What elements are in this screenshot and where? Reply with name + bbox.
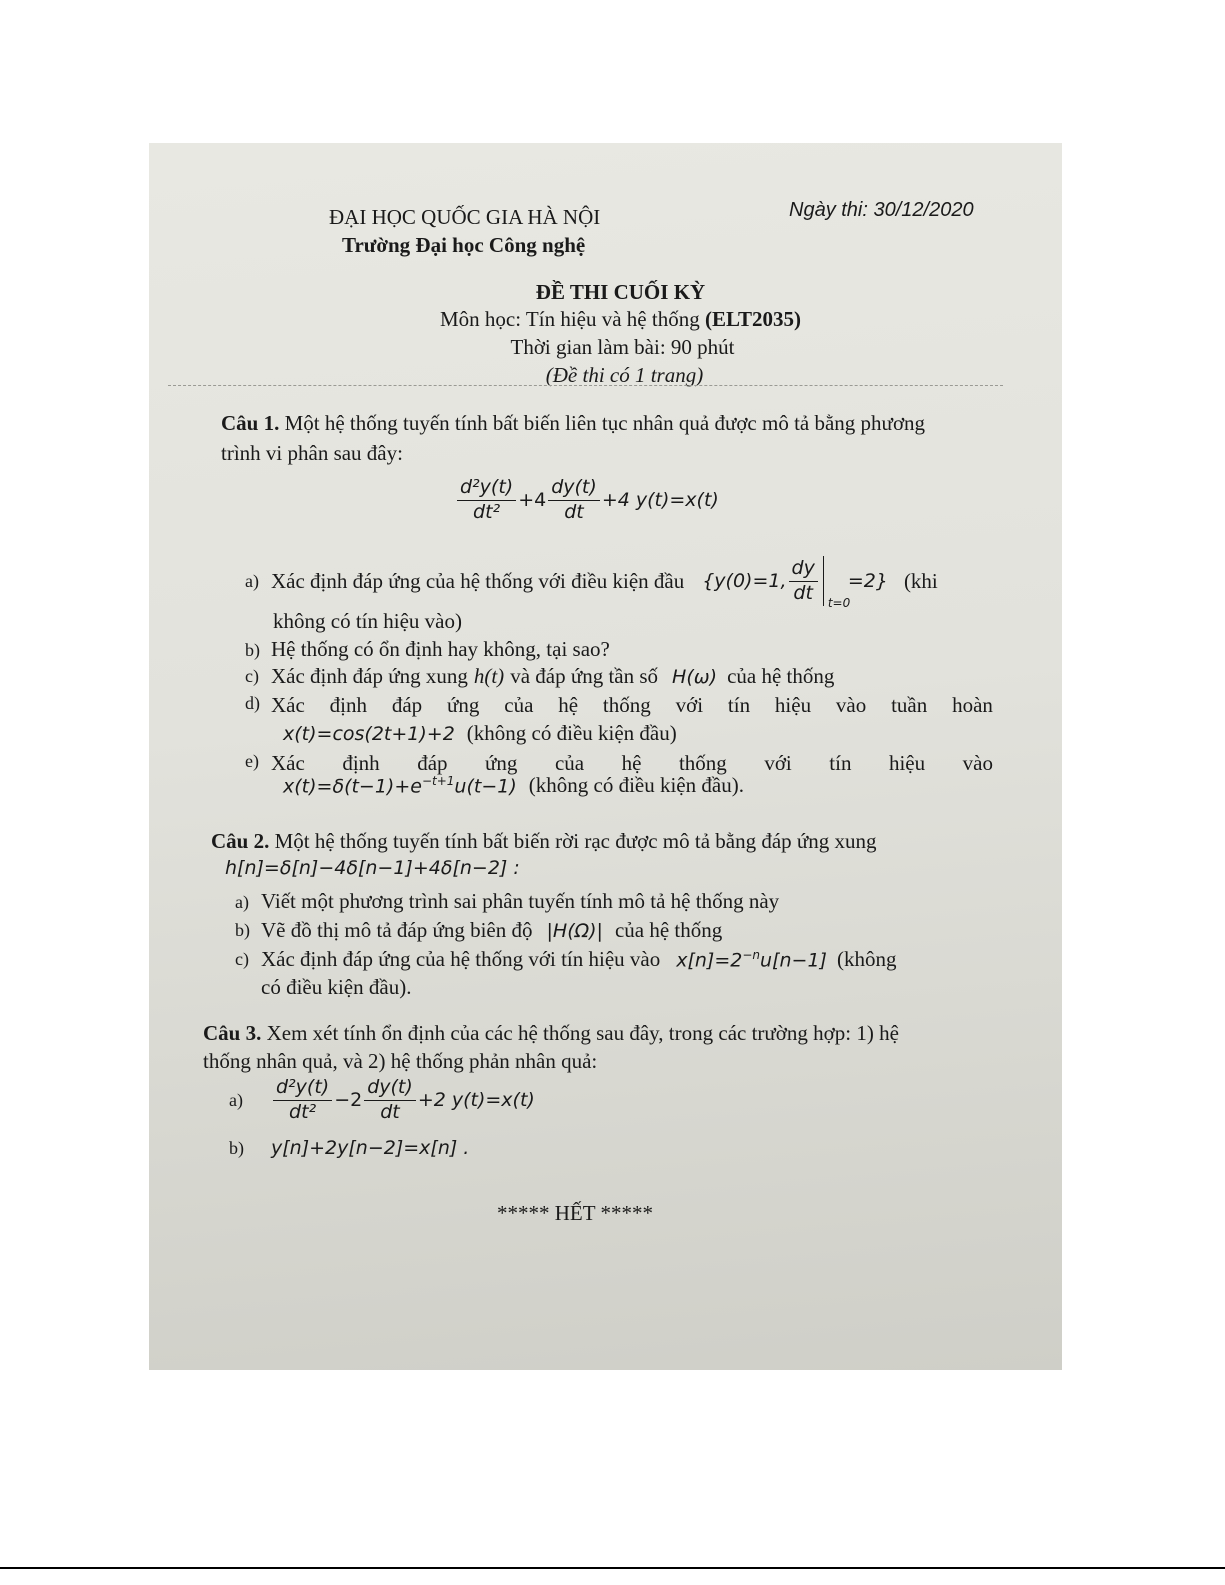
q1-d-word: đáp	[391, 693, 423, 717]
q1-e-word: hiệu	[888, 751, 926, 775]
q1-e-line2	[283, 773, 744, 798]
q3-item-b	[229, 1137, 469, 1159]
q1-a-label: a)	[245, 570, 259, 591]
q1-d-label: d)	[245, 693, 260, 713]
q1-e-math-a: x(t)=δ(t−1)+e	[283, 775, 422, 798]
q3-a-label: a)	[229, 1089, 243, 1110]
q3-a-num2: dy(t)	[364, 1077, 416, 1101]
university-name: ĐẠI HỌC QUỐC GIA HÀ NỘI	[329, 205, 601, 229]
q2-b-text2: của hệ thống	[614, 918, 723, 942]
q1-intro-line1	[221, 411, 925, 436]
q1-e-word: ứng	[485, 751, 518, 775]
q1-eq-plus4: +4	[518, 489, 547, 512]
q2-item-a	[235, 889, 779, 914]
exam-photo	[149, 143, 1062, 1370]
q1-c-text1: Xác định đáp ứng xung	[271, 664, 468, 688]
q2-c-math	[676, 948, 827, 971]
q1-eq-den1: dt²	[473, 500, 501, 523]
q1-b-label: b)	[245, 640, 260, 660]
q1-item-c	[245, 664, 834, 689]
q1-a-cond-close: =2}	[847, 570, 888, 592]
q1-e-word: Xác	[271, 751, 305, 775]
q1-d-word: Xác	[271, 693, 305, 717]
q3-b-label: b)	[229, 1137, 244, 1158]
q1-d-word: định	[329, 693, 367, 717]
q1-label: Câu 1.	[221, 411, 280, 435]
q1-d-note: (không có điều kiện đầu)	[466, 721, 677, 745]
q1-d-line2	[283, 721, 677, 746]
q2-intro	[211, 829, 991, 854]
q3-b-math: y[n]+2y[n−2]=x[n] .	[271, 1137, 470, 1159]
q3-a-rest: +2 y(t)=x(t)	[417, 1089, 535, 1112]
q1-e-word: đáp	[417, 751, 448, 775]
q1-equation	[455, 477, 719, 524]
q3-a-den2: dt	[380, 1100, 400, 1123]
q1-a-condition	[702, 556, 888, 610]
q1-intro-text1: Một hệ thống tuyến tính bất biến liên tục nhân quả được mô tả bằng phương	[284, 411, 926, 435]
exam-date: Ngày thi: 30/12/2020	[789, 199, 974, 221]
q1-eq-den2: dt	[564, 500, 584, 523]
page-count: (Đề thi có 1 trang)	[545, 363, 704, 387]
q1-a-khi: (khi	[903, 568, 938, 593]
q2-impulse-response: h[n]=δ[n]−4δ[n−1]+4δ[n−2] :	[225, 857, 520, 879]
q1-e-word: hệ	[621, 751, 642, 775]
q2-item-b	[235, 918, 722, 943]
q1-e-note: (không có điều kiện đầu).	[528, 773, 744, 797]
q1-eq-num2: dy(t)	[548, 477, 600, 501]
subject-name: Môn học: Tín hiệu và hệ thống	[439, 307, 700, 331]
q2-c-math-b: u[n−1]	[760, 949, 827, 972]
q1-e-math-b: u(t−1)	[454, 775, 517, 798]
q1-e-word: với	[764, 751, 792, 775]
q3-intro-text1: Xem xét tính ổn định của các hệ thống sau đây, trong các trường hợp: 1) hệ	[266, 1021, 899, 1045]
q1-e-word: thống	[678, 751, 727, 775]
q1-a-frac	[789, 558, 818, 605]
q1-d-words	[271, 693, 993, 718]
duration: Thời gian làm bài: 90 phút	[510, 335, 735, 359]
q1-c-text3: của hệ thống	[727, 664, 835, 688]
q1-e-word: của	[554, 751, 585, 775]
q1-e-word: định	[342, 751, 380, 775]
q2-a-label: a)	[235, 892, 249, 912]
q1-d-word: hoàn	[952, 693, 993, 717]
q3-label: Câu 3.	[203, 1021, 262, 1045]
q1-intro-line2: trình vi phân sau đây:	[221, 441, 403, 465]
q3-a-frac2	[364, 1077, 416, 1124]
q1-d-word: tín	[727, 693, 751, 717]
q1-a-cond-open: {y(0)=1,	[702, 570, 787, 592]
subject-line	[179, 306, 1062, 333]
subject-code: (ELT2035)	[704, 307, 802, 331]
q1-c-text2: và đáp ứng tần số	[510, 664, 659, 688]
q1-a-text: Xác định đáp ứng của hệ thống với điều kiện đầu	[271, 568, 685, 593]
q3-a-equation	[271, 1077, 535, 1124]
q3-intro-line1	[203, 1021, 899, 1046]
end-marker: ***** HẾT *****	[497, 1201, 653, 1225]
q2-c-khong: (không	[836, 947, 897, 971]
q2-b-text1: Vẽ đồ thị mô tả đáp ứng biên độ	[261, 918, 533, 942]
q1-e-math	[283, 774, 517, 797]
q1-e-word: tín	[829, 751, 852, 775]
q1-c-label: c)	[245, 666, 259, 686]
q1-d-word: hệ	[558, 693, 579, 717]
q1-d-word: của	[504, 693, 534, 717]
q2-c-math-sup: −n	[742, 947, 761, 962]
q2-b-math: |H(Ω)|	[546, 919, 603, 942]
q2-c-continuation: có điều kiện đầu).	[261, 975, 412, 999]
q1-item-b	[245, 637, 610, 662]
q3-a-minus2: −2	[334, 1089, 363, 1112]
q1-e-label: e)	[245, 751, 259, 771]
q1-c-ht: h(t)	[473, 664, 505, 688]
exam-heading: ĐỀ THI CUỐI KỲ	[535, 280, 706, 304]
q2-c-label: c)	[235, 949, 249, 969]
q2-b-label: b)	[235, 920, 250, 940]
q1-e-word: vào	[962, 751, 993, 775]
q1-d-math: x(t)=cos(2t+1)+2	[283, 722, 455, 745]
q3-intro-line2: thống nhân quả, và 2) hệ thống phản nhân quả:	[203, 1049, 598, 1073]
q1-eq-num1: d²y(t)	[457, 477, 516, 501]
q2-a-text: Viết một phương trình sai phân tuyến tính mô tả hệ thống này	[261, 889, 780, 913]
q1-a-eval-bar	[823, 556, 851, 610]
divider	[168, 385, 1003, 386]
q1-d-word: hiệu	[774, 693, 812, 717]
q3-item-a	[229, 1077, 535, 1124]
q1-b-text: Hệ thống có ổn định hay không, tại sao?	[271, 637, 610, 661]
q1-e-math-sup: −t+1	[421, 773, 455, 788]
q1-a-dy: dy	[789, 558, 818, 582]
school-name: Trường Đại học Công nghệ	[342, 233, 586, 257]
q1-item-a	[245, 556, 938, 610]
q1-d-word: ứng	[447, 693, 480, 717]
q1-c-hw: H(ω)	[672, 665, 718, 688]
q2-intro-text: Một hệ thống tuyến tính bất biến rời rạc được mô tả bằng đáp ứng xung	[274, 829, 877, 853]
q1-eq-rest: +4 y(t)=x(t)	[601, 489, 719, 512]
q1-eq-frac1	[457, 477, 516, 524]
q1-a-dt: dt	[793, 581, 813, 604]
q2-c-text1: Xác định đáp ứng của hệ thống với tín hiệu vào	[261, 947, 661, 971]
q1-item-d	[245, 693, 993, 718]
q1-d-word: vào	[835, 693, 867, 717]
q1-d-word: tuần	[891, 693, 928, 717]
q3-a-num1: d²y(t)	[273, 1077, 332, 1101]
q1-eq-frac2	[548, 477, 600, 524]
q1-d-word: thống	[602, 693, 651, 717]
q2-c-math-a: x[n]=2	[676, 949, 743, 972]
page-bottom-rule	[0, 1567, 1225, 1569]
q3-a-frac1	[273, 1077, 332, 1124]
q2-label: Câu 2.	[211, 829, 270, 853]
q1-a-continuation: không có tín hiệu vào)	[273, 609, 462, 633]
q1-a-eval-sub: t=0	[827, 596, 851, 610]
q1-d-word: với	[675, 693, 704, 717]
title-block	[149, 279, 1062, 389]
q3-a-den1: dt²	[289, 1100, 317, 1123]
q2-item-c	[235, 947, 896, 972]
